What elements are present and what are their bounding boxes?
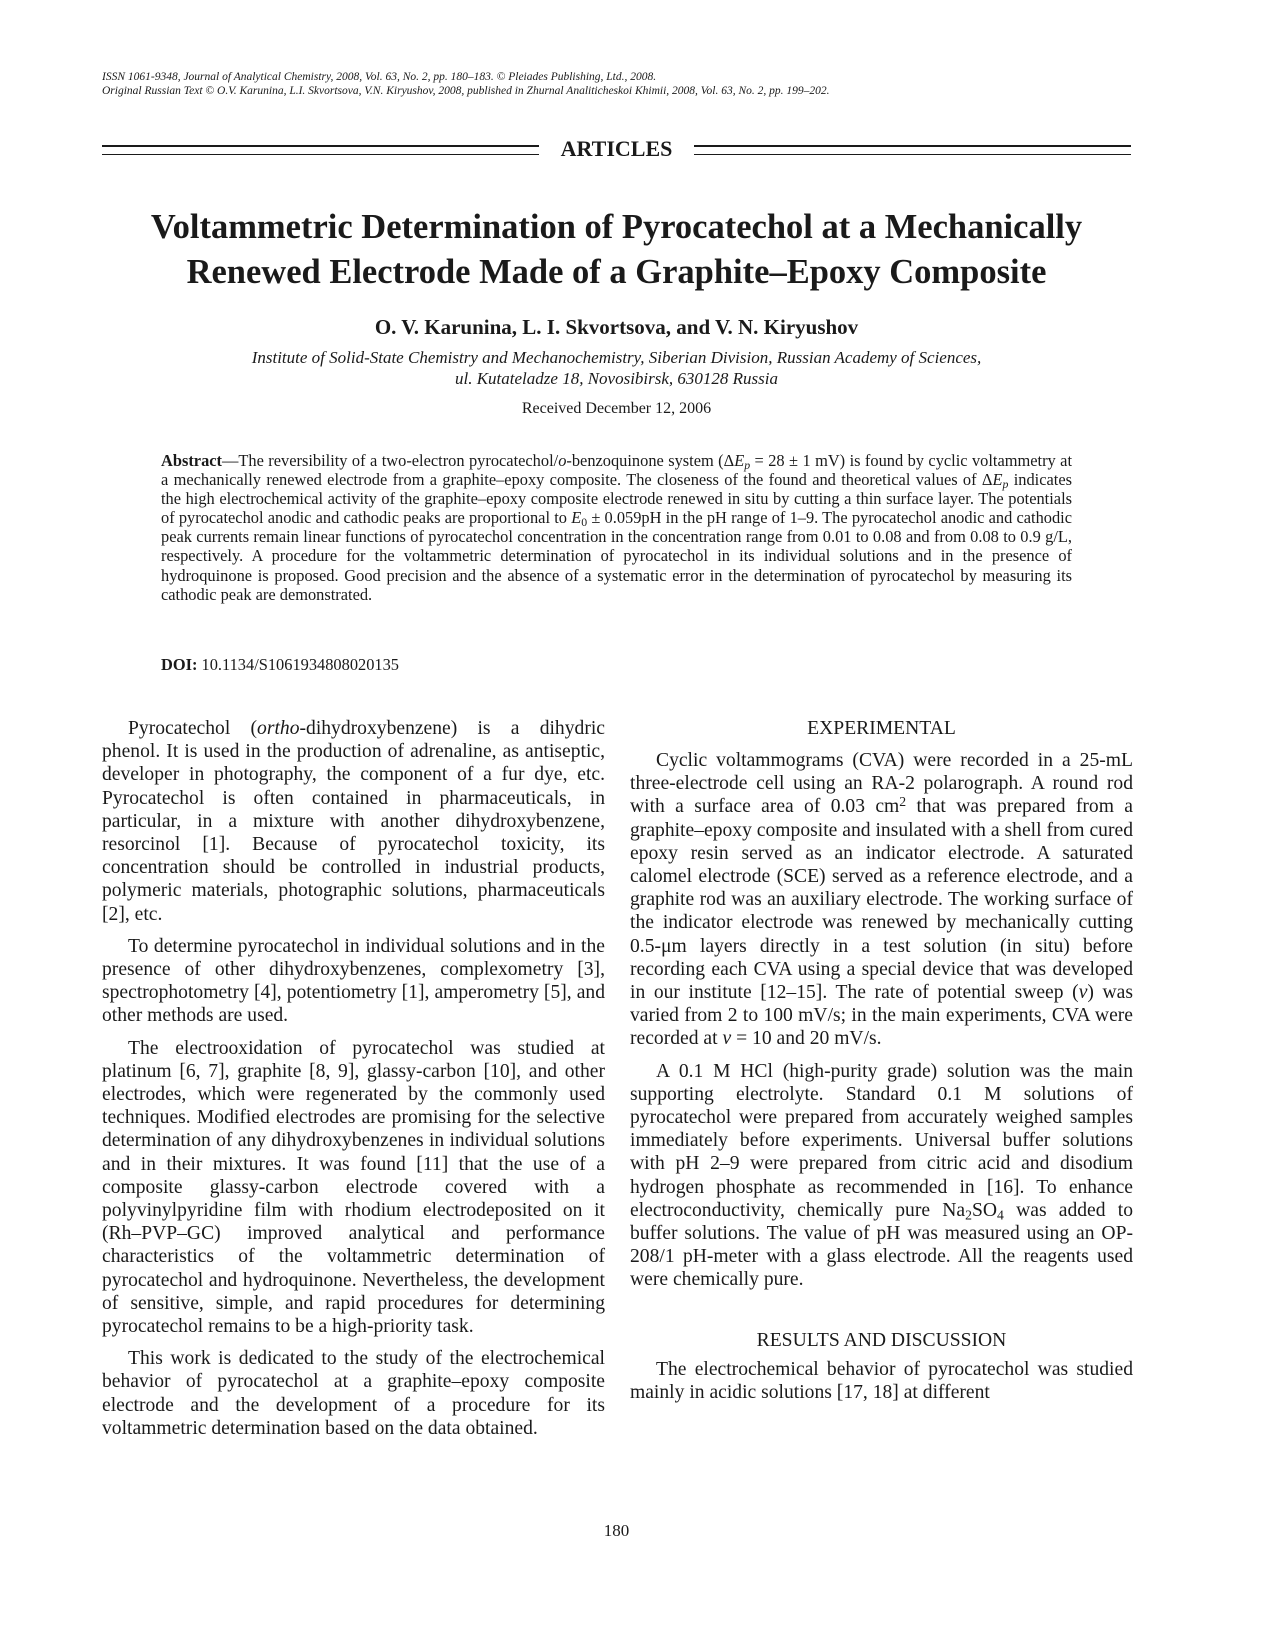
doi-label: DOI: [161, 655, 198, 674]
body-text: = 10 and 20 mV/s. [731, 1028, 882, 1050]
subscript: 2 [965, 1207, 972, 1223]
section-banner [102, 134, 1131, 164]
title-line-1: Voltammetric Determination of Pyrocatechol at a Mechanically [150, 208, 1083, 246]
body-text: Pyrocatechol ( [128, 718, 258, 739]
abstract-text: -benzoquinone system (Δ [566, 451, 735, 470]
doi-link[interactable]: 10.1134/S1061934808020135 [197, 655, 399, 674]
doi [161, 655, 399, 675]
abstract-subscript: p [744, 457, 751, 472]
superscript: 2 [899, 794, 907, 810]
paper-title [102, 205, 1131, 295]
body-text: ) was varied from 2 to 100 mV/s; in the main experiments, CVA were recorded at [630, 982, 1133, 1050]
body-symbol: v [722, 1028, 732, 1050]
abstract-text: ± 0.059pH in the pH range of 1–9. The pyrocatechol anodic and cathodic peak currents remain linear functions of pyrocatechol concentration in the concentration range from 0.01 to 0.08 and from 0.08 to 0.9 g/L, respectively. A procedure for the voltammetric determination of pyrocatechol in its individual solutions and in the presence of hydroquinone is proposed. Good precision and the absence of a systematic error in the determination of pyrocatechol by measuring its cathodic peak are demonstrated. [161, 508, 1073, 604]
abstract-text: = 28 ± 1 mV) is found by cyclic voltammetry at a mechanically renewed electrode from a graphite–epoxy composite. The closeness of the found and theoretical values of Δ [161, 451, 1073, 490]
banner-rule-left [102, 145, 539, 155]
abstract-subscript: p [1002, 477, 1009, 492]
received-date: Received December 12, 2006 [521, 400, 712, 417]
abstract-text: —The reversibility of a two-electron pyrocatechol/ [222, 451, 559, 470]
subscript: 4 [997, 1207, 1004, 1223]
affiliation-line-1: Institute of Solid-State Chemistry and Mechanochemistry, Siberian Division, Russian Academy of Sciences, [251, 348, 982, 367]
experimental-paragraph-2 [630, 1060, 1133, 1292]
authors: O. V. Karunina, L. I. Skvortsova, and V. N. Kiryushov [374, 315, 859, 339]
journal-citation-line: ISSN 1061-9348, Journal of Analytical Chemistry, 2008, Vol. 63, No. 2, pp. 180–183. © Pleiades Publishing, Ltd., 2008. [102, 71, 657, 83]
intro-paragraph-3: The electrooxidation of pyrocatechol was studied at platinum [6, 7], graphite [8, 9], glassy-carbon [10], and other electrodes, which were regenerated by the commonly used techniques. Modified electrodes are promising for the selective determination of any dihydroxybenzenes in individual solutions and in their mixtures. It was found [11] that the use of a composite glassy-carbon electrode covered with a polyvinylpyridine film with rhodium electrodeposited on it (Rh–PVP–GC) improved analytical and performance characteristics of the voltammetric determination of pyrocatechol and hydroquinone. Nevertheless, the development of sensitive, simple, and rapid procedures for determining pyrocatechol remains to be a high-priority task. [102, 1037, 605, 1338]
body-text: was added to buffer solutions. The value of pH was measured using an OP-208/1 pH-meter with a glass electrode. All the reagents used were chemically pure. [630, 1199, 1133, 1291]
body-italic: ortho [257, 718, 300, 739]
intro-paragraph-4: This work is dedicated to the study of the electrochemical behavior of pyrocatechol at a graphite–epoxy composite electrode and the development of a procedure for its voltammetric determination based on the data obtained. [102, 1348, 605, 1439]
body-text: A 0.1 M HCl (high-purity grade) solution was the main supporting electrolyte. Standard 0.1 M solutions of pyrocatechol were prepared from accurately weighed samples immediately before experiments. Universal buffer solutions with pH 2–9 were prepared from citric acid and disodium hydrogen phosphate as recommended in [16]. To enhance electroconductivity, chemically pure Na [630, 1060, 1133, 1221]
results-heading: RESULTS AND DISCUSSION [756, 1329, 1007, 1351]
abstract-subscript: 0 [581, 515, 588, 530]
body-text: Cyclic voltammograms (CVA) were recorded in a 25-mL three-electrode cell using an RA-2 polarograph. A round rod with a surface area of 0.03 cm [630, 750, 1133, 818]
body-text: -dihydroxybenzene) is a dihydric phenol. It is used in the production of adrenaline, as antiseptic, developer in photography, the component of a fur dye, etc. Pyrocatechol is often contained in pharmaceuticals, in particular, in a mixture with another dihydroxybenzene, resorcinol [1]. Because of pyrocatechol toxicity, its concentration should be controlled in industrial products, polymeric materials, photographic solutions, pharmaceuticals [2], etc. [102, 718, 605, 925]
abstract-symbol: E [992, 470, 1003, 490]
banner-rule-right [694, 145, 1131, 155]
right-column [630, 717, 1133, 1404]
results-paragraph-1: The electrochemical behavior of pyrocatechol was studied mainly in acidic solutions [17, 18] at different [630, 1358, 1133, 1403]
original-text-line: Original Russian Text © O.V. Karunina, L.I. Skvortsova, V.N. Kiryushov, 2008, published in Zhurnal Analiticheskoi Khimii, 2008, Vol. 63, No. 2, pp. 199–202. [102, 85, 830, 97]
body-text: that was prepared from a graphite–epoxy composite and insulated with a shell from cured epoxy resin served as an indicator electrode. A saturated calomel electrode (SCE) served as a reference electrode, and a graphite rod was an auxiliary electrode. The working surface of the indicator electrode was renewed by mechanically cutting 0.5-μm layers directly in a test solution (in situ) before recording each CVA using a special device that was developed in our institute [12–15]. The rate of potential sweep ( [630, 796, 1133, 1004]
experimental-heading: EXPERIMENTAL [807, 718, 956, 739]
intro-paragraph-2: To determine pyrocatechol in individual solutions and in the presence of other dihydroxybenzenes, complexometry [3], spectrophotometry [4], potentiometry [1], amperometry [5], and other methods are used. [102, 935, 605, 1027]
title-line-2: Renewed Electrode Made of a Graphite–Epoxy Composite [186, 253, 1047, 291]
body-symbol: v [1078, 982, 1088, 1004]
abstract-italic: o [558, 451, 567, 470]
intro-paragraph-1 [102, 717, 605, 926]
abstract [161, 451, 1072, 604]
body-text: SO [971, 1199, 998, 1221]
affiliation-line-2: ul. Kutateladze 18, Novosibirsk, 630128 Russia [455, 369, 778, 388]
left-column [102, 717, 605, 1440]
abstract-symbol: E [571, 508, 582, 528]
abstract-text: indicates the high electrochemical activity of the graphite–epoxy composite electrode renewed in situ by cutting a thin surface layer. The potentials of pyrocatechol anodic and cathodic peaks are proportional to [161, 470, 1072, 528]
page-number: 180 [603, 1521, 630, 1540]
abstract-label: Abstract [161, 451, 222, 470]
experimental-paragraph-1 [630, 749, 1133, 1051]
abstract-symbol: E [734, 451, 745, 470]
section-label: ARTICLES [560, 136, 673, 161]
